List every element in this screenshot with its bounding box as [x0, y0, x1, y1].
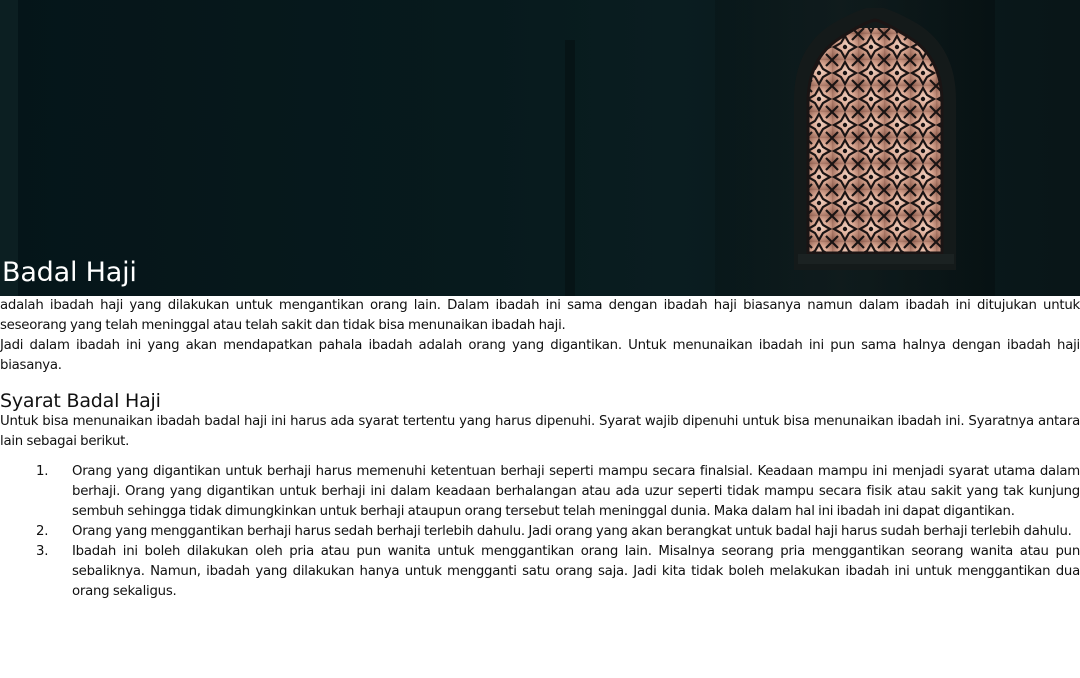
list-item — [0, 462, 1080, 522]
lattice-window-image — [780, 8, 970, 278]
hero-banner — [0, 0, 1080, 296]
list-item-text: Orang yang menggantikan berhaji harus sedah berhaji terlebih dahulu. Jadi orang yang akan berangkat untuk badal haji harus sudah berhaji terlebih dahulu. — [72, 524, 1072, 539]
list-item-text: Orang yang digantikan untuk berhaji harus memenuhi ketentuan berhaji seperti mampu secara finalsial. Keadaan mampu ini menjadi syarat utama dalam berhaji. Orang yang digantikan untuk berhaji ini dalam keadaan berhalangan atau ada uzur seperti tidak mampu secara fisik atau sakit yang tak kunjung sembuh sehingga tidak dimungkinkan untuk berhaji ataupun orang tersebut telah meninggal dunia. Maka dalam hal ini ibadah ini dapat digantikan. — [72, 464, 1080, 519]
list-item — [0, 542, 1080, 602]
intro-paragraph-2: Jadi dalam ibadah ini yang akan mendapatkan pahala ibadah adalah orang yang digantikan. Untuk menunaikan ibadah ini pun sama halnya dengan ibadah haji biasanya. — [0, 338, 1080, 373]
section-heading-syarat: Syarat Badal Haji — [0, 390, 161, 412]
list-item — [0, 522, 1080, 542]
list-number: 2. — [36, 524, 49, 539]
syarat-paragraph: Untuk bisa menunaikan ibadah badal haji ini harus ada syarat tertentu yang harus dipenuhi. Syarat wajib dipenuhi untuk bisa menunaikan ibadah ini. Syaratnya antara lain sebagai berikut. — [0, 414, 1080, 449]
list-item-text: Ibadah ini boleh dilakukan oleh pria atau pun wanita untuk menggantikan orang lain. Misalnya seorang pria menggantikan seorang wanita atau pun sebaliknya. Namun, ibadah yang dilakukan hanya untuk mengganti satu orang saja. Jadi kita tidak boleh melakukan ibadah ini untuk menggantikan dua orang sekaligus. — [72, 544, 1080, 599]
intro-paragraph-1: adalah ibadah haji yang dilakukan untuk mengantikan orang lain. Dalam ibadah ini sama dengan ibadah haji biasanya namun dalam ibadah ini ditujukan untuk seseorang yang telah meninggal atau telah sakit dan tidak bisa menunaikan ibadah haji. — [0, 298, 1080, 333]
syarat-list — [0, 462, 1080, 602]
hero-mid-shadow — [565, 40, 575, 296]
hero-left-shadow — [0, 0, 18, 296]
page-title: Badal Haji — [2, 257, 137, 288]
list-number: 3. — [36, 544, 49, 559]
list-number: 1. — [36, 464, 49, 479]
article-body — [0, 296, 1080, 602]
